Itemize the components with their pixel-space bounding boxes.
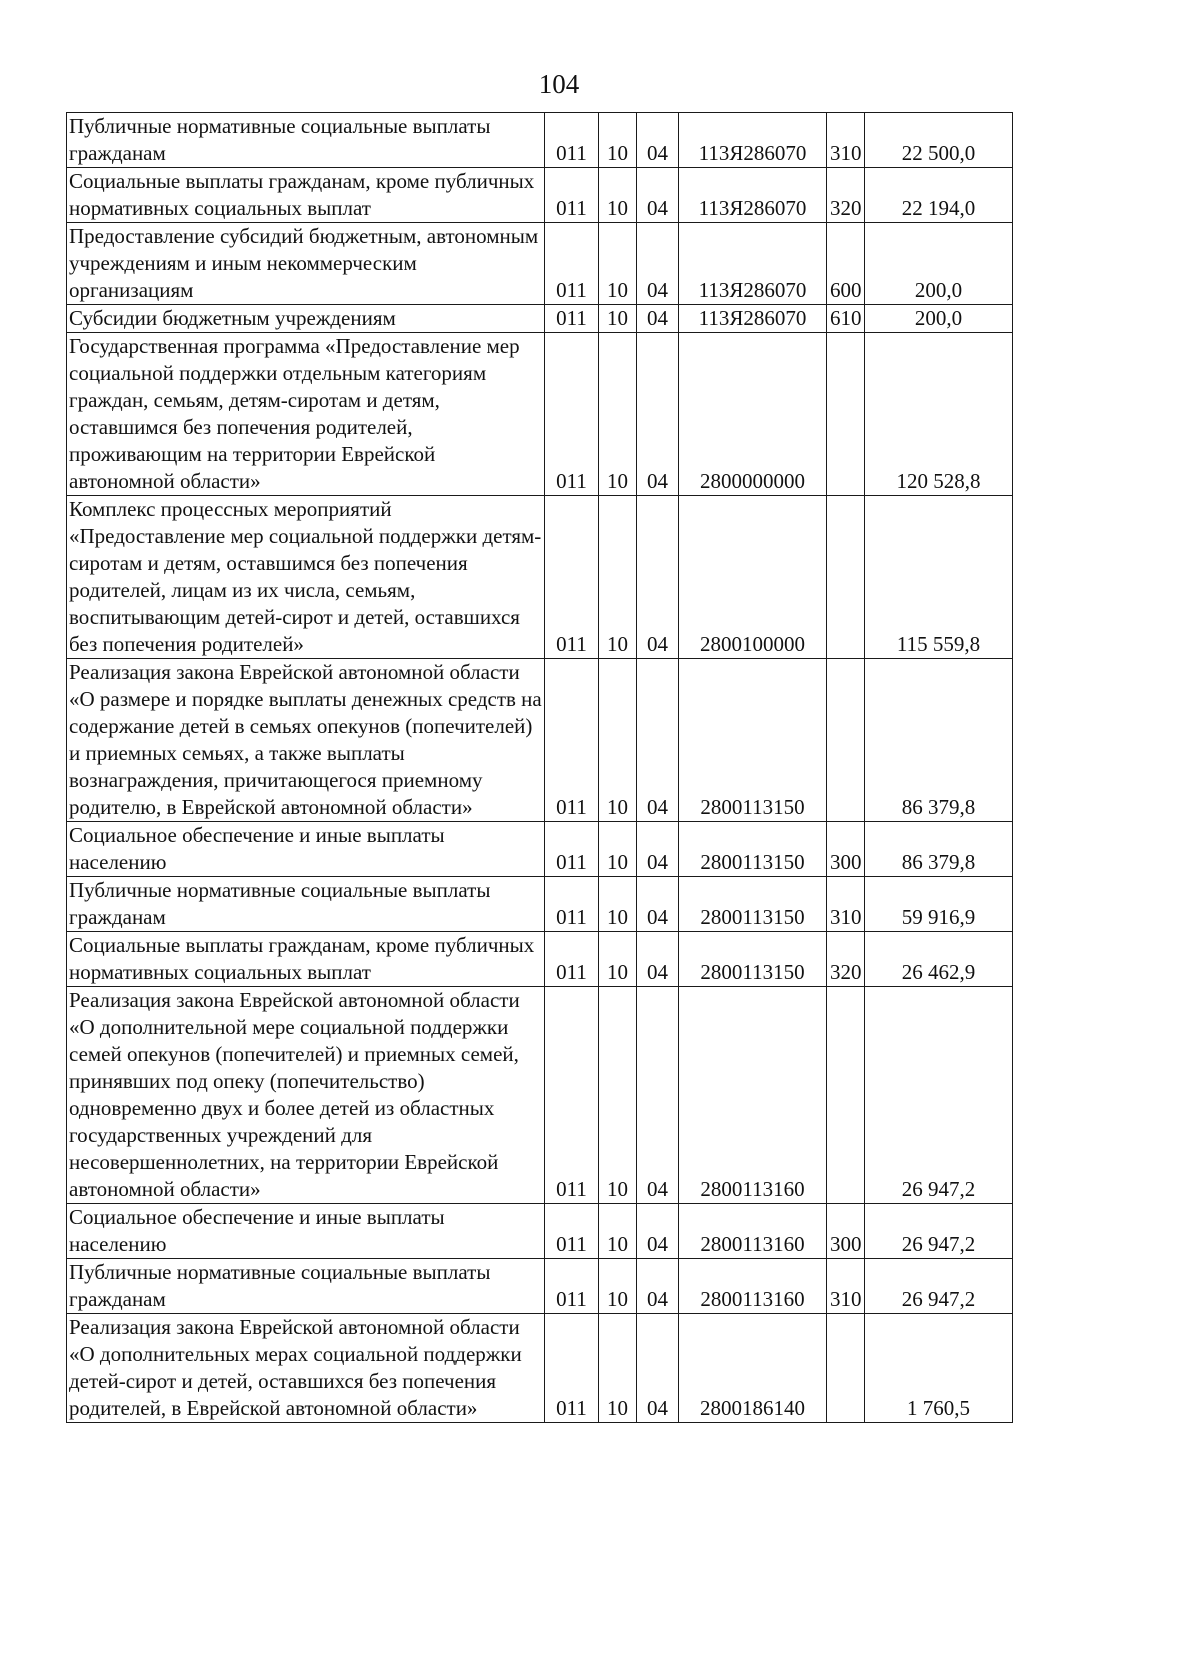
row-gov-code-cell: 011 [545, 659, 599, 822]
row-expense-type-cell [827, 496, 865, 659]
row-name-cell: Публичные нормативные социальные выплаты гражданам [67, 877, 545, 932]
row-target-code-cell: 2800186140 [679, 1314, 827, 1423]
row-subsection-cell: 04 [637, 1259, 679, 1314]
row-expense-type-cell: 300 [827, 822, 865, 877]
page-number: 104 [538, 69, 580, 99]
row-gov-code-cell: 011 [545, 168, 599, 223]
table-row [67, 333, 1013, 496]
row-subsection-cell: 04 [637, 496, 679, 659]
row-name-cell: Предоставление субсидий бюджетным, автономным учреждениям и иным некоммерческим организациям [67, 223, 545, 305]
row-target-code-cell: 113Я286070 [679, 223, 827, 305]
row-subsection-cell: 04 [637, 113, 679, 168]
row-subsection-cell: 04 [637, 223, 679, 305]
table-row [67, 822, 1013, 877]
row-section-cell: 10 [599, 496, 637, 659]
row-gov-code-cell: 011 [545, 877, 599, 932]
row-target-code-cell: 113Я286070 [679, 168, 827, 223]
row-gov-code-cell: 011 [545, 223, 599, 305]
row-amount-cell: 1 760,5 [865, 1314, 1013, 1423]
row-target-code-cell: 2800000000 [679, 333, 827, 496]
row-subsection-cell: 04 [637, 1204, 679, 1259]
row-amount-cell: 22 194,0 [865, 168, 1013, 223]
row-section-cell: 10 [599, 305, 637, 333]
row-gov-code-cell: 011 [545, 932, 599, 987]
row-amount-cell: 22 500,0 [865, 113, 1013, 168]
row-expense-type-cell: 310 [827, 113, 865, 168]
row-subsection-cell: 04 [637, 1314, 679, 1423]
row-expense-type-cell: 300 [827, 1204, 865, 1259]
row-section-cell: 10 [599, 1314, 637, 1423]
row-gov-code-cell: 011 [545, 1204, 599, 1259]
table-row [67, 932, 1013, 987]
table-row [67, 1314, 1013, 1423]
row-expense-type-cell: 600 [827, 223, 865, 305]
table-row [67, 305, 1013, 333]
row-section-cell: 10 [599, 877, 637, 932]
row-gov-code-cell: 011 [545, 822, 599, 877]
row-gov-code-cell: 011 [545, 113, 599, 168]
row-amount-cell: 26 462,9 [865, 932, 1013, 987]
row-amount-cell: 200,0 [865, 305, 1013, 333]
row-target-code-cell: 2800113160 [679, 987, 827, 1204]
row-amount-cell: 26 947,2 [865, 987, 1013, 1204]
row-target-code-cell: 2800113150 [679, 822, 827, 877]
row-subsection-cell: 04 [637, 333, 679, 496]
row-name-cell: Комплекс процессных мероприятий «Предоставление мер социальной поддержки детям-сиротам и детям, оставшимся без попечения родителей, лицам из их числа, семьям, воспитывающим детей-сирот и детей, оставшихся без попечения родителей» [67, 496, 545, 659]
row-section-cell: 10 [599, 1204, 637, 1259]
row-target-code-cell: 2800113150 [679, 877, 827, 932]
row-section-cell: 10 [599, 168, 637, 223]
row-name-cell: Публичные нормативные социальные выплаты гражданам [67, 1259, 545, 1314]
row-expense-type-cell: 310 [827, 1259, 865, 1314]
row-name-cell: Социальное обеспечение и иные выплаты населению [67, 1204, 545, 1259]
table-row [67, 113, 1013, 168]
budget-table [66, 112, 1013, 1423]
row-gov-code-cell: 011 [545, 987, 599, 1204]
row-name-cell: Субсидии бюджетным учреждениям [67, 305, 545, 333]
row-expense-type-cell: 610 [827, 305, 865, 333]
row-target-code-cell: 2800100000 [679, 496, 827, 659]
row-subsection-cell: 04 [637, 168, 679, 223]
row-subsection-cell: 04 [637, 659, 679, 822]
row-expense-type-cell [827, 1314, 865, 1423]
row-amount-cell: 86 379,8 [865, 659, 1013, 822]
row-gov-code-cell: 011 [545, 496, 599, 659]
row-name-cell: Социальное обеспечение и иные выплаты населению [67, 822, 545, 877]
table-row [67, 659, 1013, 822]
row-expense-type-cell [827, 333, 865, 496]
table-row [67, 168, 1013, 223]
row-gov-code-cell: 011 [545, 1314, 599, 1423]
row-subsection-cell: 04 [637, 822, 679, 877]
row-amount-cell: 200,0 [865, 223, 1013, 305]
row-subsection-cell: 04 [637, 877, 679, 932]
row-gov-code-cell: 011 [545, 333, 599, 496]
row-section-cell: 10 [599, 1259, 637, 1314]
row-amount-cell: 26 947,2 [865, 1204, 1013, 1259]
row-section-cell: 10 [599, 932, 637, 987]
row-subsection-cell: 04 [637, 305, 679, 333]
table-row [67, 496, 1013, 659]
table-row [67, 223, 1013, 305]
table-row [67, 1259, 1013, 1314]
row-name-cell: Реализация закона Еврейской автономной области «О размере и порядке выплаты денежных средств на содержание детей в семьях опекунов (попечителей) и приемных семьях, а также выплаты вознаграждения, причитающегося приемному родителю, в Еврейской автономной области» [67, 659, 545, 822]
row-section-cell: 10 [599, 113, 637, 168]
row-expense-type-cell: 310 [827, 877, 865, 932]
row-target-code-cell: 2800113160 [679, 1259, 827, 1314]
row-subsection-cell: 04 [637, 932, 679, 987]
row-target-code-cell: 2800113150 [679, 659, 827, 822]
row-subsection-cell: 04 [637, 987, 679, 1204]
row-name-cell: Реализация закона Еврейской автономной области «О дополнительной мере социальной поддержки семей опекунов (попечителей) и приемных семей, принявших под опеку (попечительство) одновременно двух и более детей из областных государственных учреждений для несовершеннолетних, на территории Еврейской автономной области» [67, 987, 545, 1204]
budget-table-body [67, 113, 1013, 1423]
row-name-cell: Государственная программа «Предоставление мер социальной поддержки отдельным категориям граждан, семьям, детям-сиротам и детям, оставшимся без попечения родителей, проживающим на территории Еврейской автономной области» [67, 333, 545, 496]
row-amount-cell: 26 947,2 [865, 1259, 1013, 1314]
row-name-cell: Публичные нормативные социальные выплаты гражданам [67, 113, 545, 168]
row-section-cell: 10 [599, 333, 637, 496]
row-gov-code-cell: 011 [545, 305, 599, 333]
row-expense-type-cell: 320 [827, 932, 865, 987]
row-section-cell: 10 [599, 987, 637, 1204]
row-target-code-cell: 113Я286070 [679, 305, 827, 333]
row-expense-type-cell [827, 659, 865, 822]
row-amount-cell: 86 379,8 [865, 822, 1013, 877]
row-amount-cell: 120 528,8 [865, 333, 1013, 496]
row-target-code-cell: 2800113150 [679, 932, 827, 987]
row-expense-type-cell: 320 [827, 168, 865, 223]
row-section-cell: 10 [599, 822, 637, 877]
row-amount-cell: 59 916,9 [865, 877, 1013, 932]
row-amount-cell: 115 559,8 [865, 496, 1013, 659]
row-name-cell: Социальные выплаты гражданам, кроме публичных нормативных социальных выплат [67, 932, 545, 987]
row-target-code-cell: 2800113160 [679, 1204, 827, 1259]
row-target-code-cell: 113Я286070 [679, 113, 827, 168]
table-row [67, 987, 1013, 1204]
row-expense-type-cell [827, 987, 865, 1204]
table-row [67, 877, 1013, 932]
row-name-cell: Реализация закона Еврейской автономной области «О дополнительных мерах социальной поддержки детей-сирот и детей, оставшихся без попечения родителей, в Еврейской автономной области» [67, 1314, 545, 1423]
table-row [67, 1204, 1013, 1259]
row-section-cell: 10 [599, 223, 637, 305]
row-gov-code-cell: 011 [545, 1259, 599, 1314]
row-name-cell: Социальные выплаты гражданам, кроме публичных нормативных социальных выплат [67, 168, 545, 223]
row-section-cell: 10 [599, 659, 637, 822]
